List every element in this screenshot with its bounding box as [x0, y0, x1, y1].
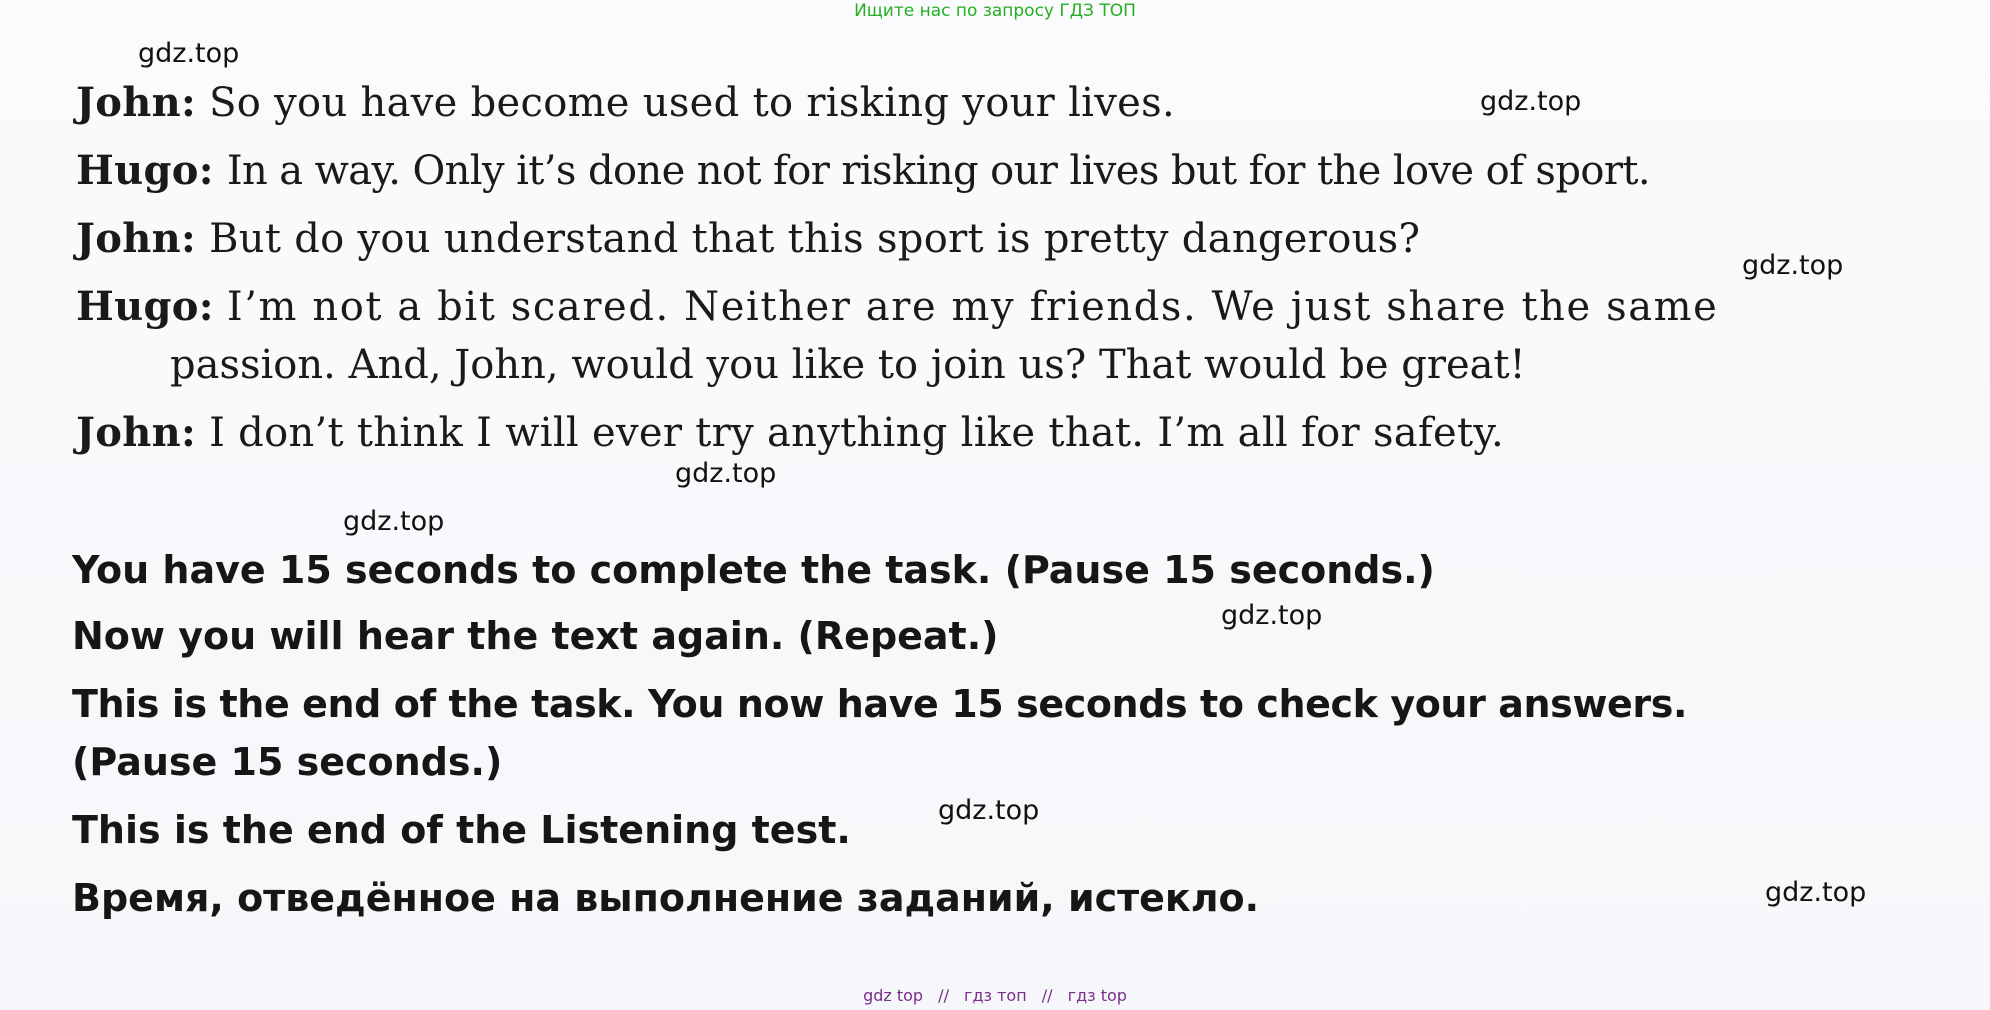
- dialogue-line: [76, 282, 1718, 332]
- instruction-line: Now you will hear the text again. (Repeat.): [72, 614, 999, 658]
- instruction-line: Время, отведённое на выполнение заданий, истекло.: [72, 876, 1260, 920]
- footer-link[interactable]: gdz top: [863, 986, 924, 1005]
- watermark: gdz.top: [938, 795, 1040, 826]
- instruction-line: This is the end of the task. You now have 15 seconds to check your answers.: [72, 682, 1688, 726]
- footer-separator: //: [938, 986, 949, 1005]
- dialogue-continuation: passion. And, John, would you like to join us? That would be great!: [170, 342, 1526, 388]
- header-banner[interactable]: Ищите нас по запросу ГДЗ ТОП: [854, 1, 1136, 21]
- watermark: gdz.top: [1765, 877, 1867, 908]
- watermark: gdz.top: [675, 458, 777, 489]
- speaker-name: John:: [76, 79, 197, 126]
- footer-links: [0, 984, 1990, 1008]
- watermark: gdz.top: [1480, 86, 1582, 117]
- instruction-line: You have 15 seconds to complete the task. (Pause 15 seconds.): [72, 548, 1435, 592]
- speaker-name: John:: [76, 215, 197, 262]
- watermark: gdz.top: [343, 506, 445, 537]
- dialogue-text: In a way. Only it’s done not for risking our lives but for the love of sport.: [226, 148, 1650, 194]
- speaker-name: Hugo:: [76, 283, 214, 330]
- dialogue-line: [76, 146, 1650, 196]
- instruction-line: This is the end of the Listening test.: [72, 808, 851, 852]
- dialogue-text: I’m not a bit scared. Neither are my friends. We just share the same: [226, 284, 1719, 330]
- footer-separator: //: [1041, 986, 1053, 1005]
- footer-link[interactable]: гдз топ: [964, 986, 1027, 1005]
- dialogue-text: But do you understand that this sport is pretty dangerous?: [209, 216, 1421, 262]
- footer-link[interactable]: гдз top: [1067, 986, 1127, 1005]
- instruction-line: (Pause 15 seconds.): [72, 740, 503, 784]
- dialogue-line: [76, 408, 1504, 458]
- watermark: gdz.top: [1742, 250, 1844, 281]
- dialogue-text: I don’t think I will ever try anything like that. I’m all for safety.: [209, 410, 1504, 456]
- dialogue-line: [76, 214, 1420, 264]
- speaker-name: John:: [76, 409, 197, 456]
- speaker-name: Hugo:: [76, 147, 214, 194]
- dialogue-text: So you have become used to risking your lives.: [209, 80, 1175, 126]
- dialogue-line: [76, 78, 1175, 128]
- watermark: gdz.top: [1221, 600, 1323, 631]
- watermark: gdz.top: [138, 38, 240, 69]
